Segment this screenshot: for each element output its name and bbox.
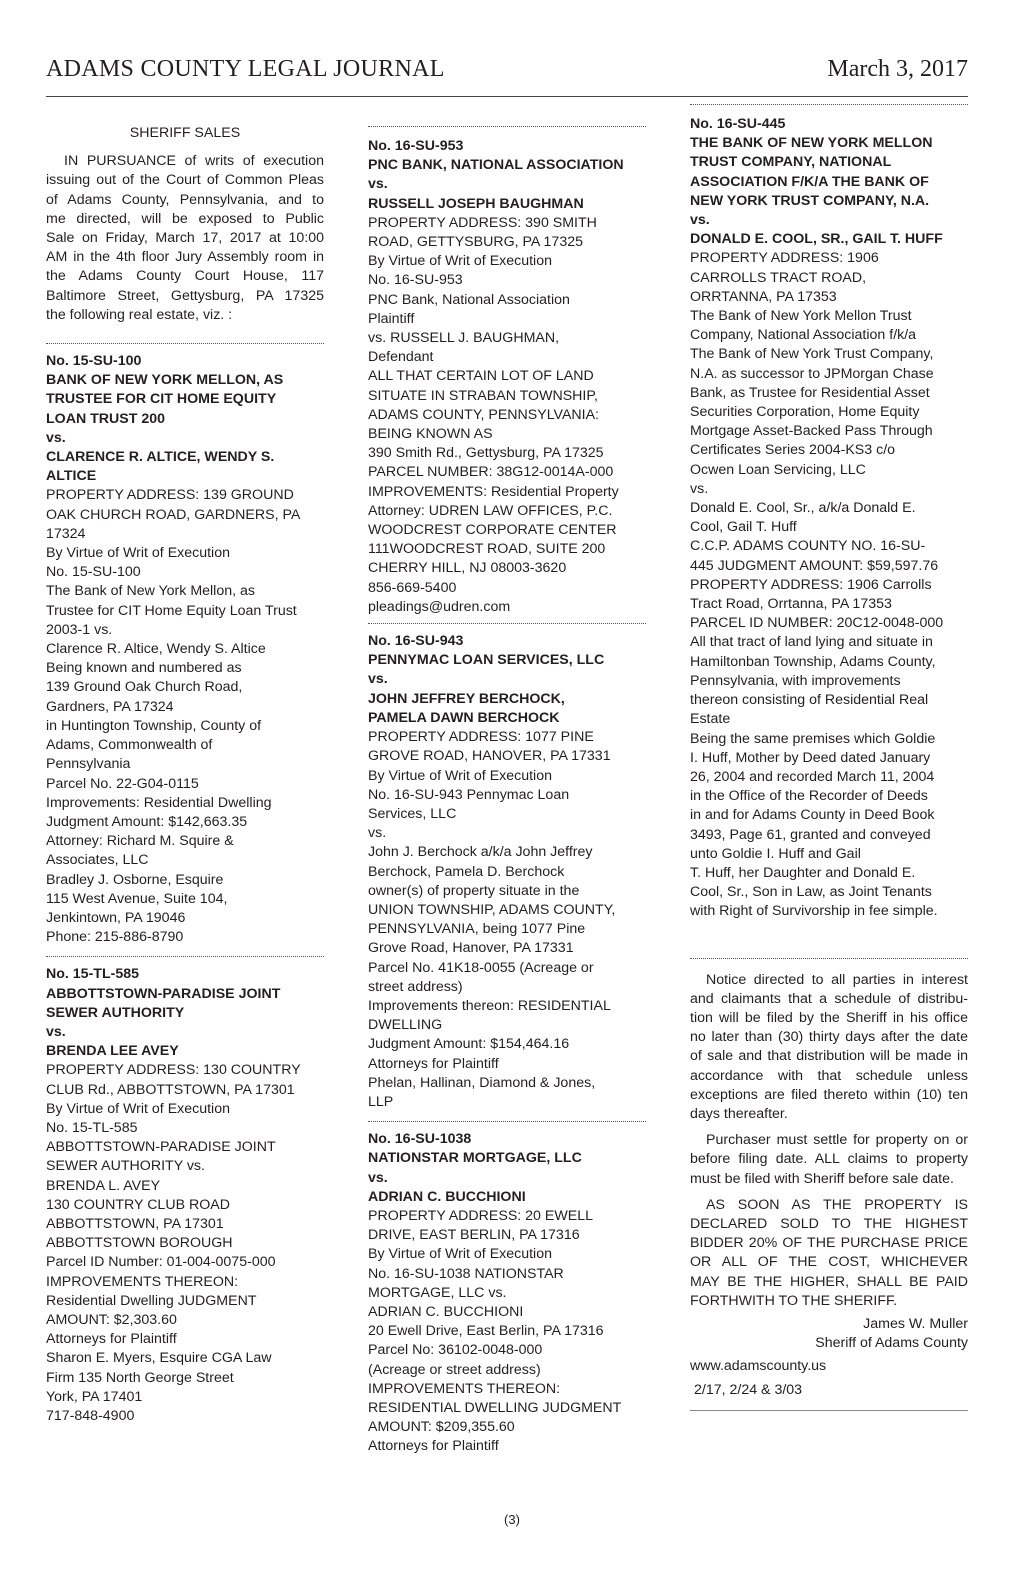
text-line: TRUST COMPANY, NATIONAL: [690, 154, 892, 171]
text-line: ADAMS COUNTY, PENNSYLVANIA:: [368, 406, 599, 423]
text-line: in the Office of the Recorder of Deeds: [690, 788, 928, 805]
text-line: 17324: [46, 525, 86, 542]
text-line: Attorney: Richard M. Squire &: [46, 833, 234, 850]
text-line: Judgment Amount: $154,464.16: [368, 1036, 570, 1053]
signer-name: James W. Muller: [863, 1315, 968, 1332]
text-line: street address): [368, 978, 463, 995]
text-line: 2003-1 vs.: [46, 621, 113, 638]
text-line: Judgment Amount: $142,663.35: [46, 813, 248, 830]
text-line: BRENDA L. AVEY: [46, 1177, 161, 1194]
text-line: vs.: [368, 1169, 388, 1186]
text-line: vs.: [690, 480, 709, 497]
text-line: Attorneys for Plaintiff: [46, 1331, 177, 1348]
payment-notice: [690, 1196, 968, 1311]
text-line: The Bank of New York Mellon Trust: [690, 308, 912, 325]
text-line: ALL THAT CERTAIN LOT OF LAND: [368, 368, 594, 385]
text-line: PROPERTY ADDRESS: 1906 Carrolls: [690, 576, 932, 593]
text-line: Securities Corporation, Home Equity: [690, 404, 920, 421]
text-line: JOHN JEFFREY BERCHOCK,: [368, 690, 565, 707]
text-line: Ocwen Loan Servicing, LLC: [690, 461, 866, 478]
text-line: The Bank of New York Trust Company,: [690, 346, 934, 363]
text-line: CHERRY HILL, NJ 08003-3620: [368, 560, 567, 577]
text-line: Estate: [690, 711, 731, 728]
text-line: 26, 2004 and recorded March 11, 2004: [690, 768, 935, 785]
text-line: Donald E. Cool, Sr., a/k/a Donald E.: [690, 500, 916, 517]
text-line: in Huntington Township, County of: [46, 717, 262, 734]
text-line: No. 16-SU-943 Pennymac Loan: [368, 786, 570, 803]
text-line: GROVE ROAD, HANOVER, PA 17331: [368, 748, 611, 765]
text-line: PENNSYLVANIA, being 1077 Pine: [368, 921, 586, 938]
text-line: No. 15-TL-585: [46, 1119, 138, 1136]
text-line: Trustee for CIT Home Equity Loan Trust: [46, 602, 297, 619]
text-line: Grove Road, Hanover, PA 17331: [368, 940, 574, 957]
text-line: LLP: [368, 1093, 394, 1110]
text-line: PAMELA DAWN BERCHOCK: [368, 709, 560, 726]
text-line: MORTGAGE, LLC vs.: [368, 1284, 507, 1301]
text-line: with Right of Survivorship in fee simple.: [690, 903, 938, 920]
text-line: SITUATE IN STRABAN TOWNSHIP,: [368, 387, 598, 404]
text-line: PROPERTY ADDRESS: 20 EWELL: [368, 1207, 593, 1224]
text-line: No. 16-SU-953: [368, 272, 463, 289]
issue-date: March 3, 2017: [827, 56, 968, 82]
text-line: No. 16-SU-445: [690, 116, 786, 132]
text-line: must be filed with Sheriff before sale date.: [690, 1170, 954, 1187]
text-line: By Virtue of Writ of Execution: [46, 1100, 230, 1117]
text-line: Pennsylvania, with improvements: [690, 672, 901, 689]
text-line: 717-848-4900: [46, 1408, 135, 1424]
text-line: Attorney: UDREN LAW OFFICES, P.C.: [368, 502, 613, 519]
separator: [690, 958, 968, 959]
text-line: 445 JUDGMENT AMOUNT: $59,597.76: [690, 557, 939, 574]
text-line: 20 Ewell Drive, East Berlin, PA 17316: [368, 1323, 604, 1340]
text-line: No. 16-SU-953: [368, 138, 464, 154]
case-heading: [46, 352, 324, 486]
text-line: IN PURSUANCE of writs of execution: [64, 153, 324, 170]
journal-title: ADAMS COUNTY LEGAL JOURNAL: [46, 56, 445, 82]
text-line: N.A. as successor to JPMorgan Chase: [690, 365, 934, 382]
text-line: Purchaser must settle for property on or: [706, 1132, 968, 1149]
text-line: No. 15-SU-100: [46, 564, 141, 581]
text-line: NATIONSTAR MORTGAGE, LLC: [368, 1150, 582, 1167]
case-heading: [368, 632, 646, 728]
text-line: owner(s) of property situate in the: [368, 882, 580, 899]
text-line: CLUB Rd., ABBOTTSTOWN, PA 17301: [46, 1081, 295, 1098]
separator: [46, 956, 324, 957]
text-line: of Adams County, Pennsylvania, and to: [46, 191, 324, 208]
text-line: Gardners, PA 17324: [46, 698, 174, 715]
text-line: TRUSTEE FOR CIT HOME EQUITY: [46, 391, 277, 408]
text-line: RESIDENTIAL DWELLING JUDGMENT: [368, 1400, 622, 1416]
text-line: Sharon E. Myers, Esquire CGA Law: [46, 1350, 272, 1367]
text-line: DRIVE, EAST BERLIN, PA 17316: [368, 1227, 580, 1244]
text-line: Plaintiff: [368, 310, 415, 327]
case-details: [46, 1061, 324, 1426]
text-line: Pennsylvania: [46, 756, 131, 773]
text-line: Hamiltonban Township, Adams County,: [690, 653, 936, 670]
text-line: Services, LLC: [368, 805, 457, 822]
text-line: Cool, Sr., Son in Law, as Joint Tenants: [690, 884, 932, 901]
text-line: Attorneys for Plaintiff: [368, 1438, 499, 1455]
text-line: PNC BANK, NATIONAL ASSOCIATION: [368, 157, 624, 174]
text-line: By Virtue of Writ of Execution: [368, 767, 552, 784]
text-line: IMPROVEMENTS: Residential Property: [368, 483, 619, 500]
text-line: No. 16-SU-1038 NATIONSTAR: [368, 1265, 564, 1282]
text-line: DECLARED SOLD TO THE HIGHEST: [690, 1215, 968, 1232]
text-line: PENNYMAC LOAN SERVICES, LLC: [368, 652, 605, 669]
text-line: AMOUNT: $2,303.60: [46, 1311, 177, 1328]
text-line: vs.: [368, 176, 388, 193]
column-end-rule: [690, 1410, 968, 1411]
text-line: Bank, as Trustee for Residential Asset: [690, 384, 930, 401]
text-line: ORRTANNA, PA 17353: [690, 288, 837, 305]
text-line: Baltimore Street, Gettysburg, PA 17325: [46, 287, 324, 304]
text-line: No. 16-SU-943: [368, 633, 464, 650]
text-line: I. Huff, Mother by Deed dated January: [690, 749, 931, 766]
text-line: ASSOCIATION F/K/A THE BANK OF: [690, 173, 929, 190]
case-details: [690, 249, 968, 921]
text-line: OAK CHURCH ROAD, GARDNERS, PA: [46, 506, 301, 523]
text-line: Improvements: Residential Dwelling: [46, 794, 272, 811]
purchaser-notice: [690, 1131, 968, 1189]
text-line: 856-669-5400: [368, 579, 457, 596]
text-line: vs.: [368, 825, 387, 842]
text-line: vs. RUSSELL J. BAUGHMAN,: [368, 330, 560, 347]
text-line: All that tract of land lying and situate in: [690, 634, 933, 651]
text-line: 3493, Page 61, granted and conveyed: [690, 826, 931, 843]
text-line: thereon consisting of Residential Real: [690, 692, 929, 709]
text-line: NEW YORK TRUST COMPANY, N.A.: [690, 192, 930, 209]
text-line: ALTICE: [46, 468, 97, 485]
text-line: DONALD E. COOL, SR., GAIL T. HUFF: [690, 231, 943, 248]
text-line: By Virtue of Writ of Execution: [368, 253, 552, 270]
text-line: DWELLING: [368, 1017, 443, 1034]
text-line: 115 West Avenue, Suite 104,: [46, 890, 228, 907]
website-link[interactable]: www.adamscounty.us: [690, 1358, 827, 1375]
text-line: 111WOODCREST ROAD, SUITE 200: [368, 541, 606, 558]
text-line: of sale and that distribution will be made in: [690, 1048, 968, 1065]
column-1: [46, 124, 324, 1426]
text-line: the Adams County Court House, 117: [46, 268, 324, 285]
text-line: Parcel ID Number: 01-004-0075-000: [46, 1254, 276, 1271]
case-details: [368, 728, 646, 1112]
text-line: Sale on Friday, March 17, 2017 at 10:00: [46, 230, 324, 247]
section-heading: SHERIFF SALES: [129, 125, 241, 141]
text-line: PROPERTY ADDRESS: 139 GROUND: [46, 487, 294, 504]
separator: [368, 623, 646, 624]
text-line: Phone: 215-886-8790: [46, 929, 184, 946]
text-line: PARCEL ID NUMBER: 20C12-0048-000: [690, 615, 944, 632]
text-line: No. 15-SU-100: [46, 353, 142, 370]
separator: [690, 104, 968, 105]
text-line: ABBOTTSTOWN BOROUGH: [46, 1235, 233, 1252]
case-details: [46, 486, 324, 947]
text-line: PROPERTY ADDRESS: 390 SMITH: [368, 214, 597, 231]
text-line: BRENDA LEE AVEY: [46, 1043, 179, 1060]
text-line: Parcel No. 22-G04-0115: [46, 775, 199, 792]
text-line: Parcel No. 41K18-0055 (Acreage or: [368, 959, 594, 976]
case-heading: [46, 965, 324, 1061]
text-line: York, PA 17401: [46, 1388, 143, 1405]
separator: [46, 343, 324, 344]
text-line: Improvements thereon: RESIDENTIAL: [368, 997, 611, 1014]
text-line: SEWER AUTHORITY vs.: [46, 1158, 205, 1175]
signer-title: Sheriff of Adams County: [815, 1335, 968, 1352]
text-line: ADRIAN C. BUCCHIONI: [368, 1303, 524, 1320]
text-line: Jenkintown, PA 19046: [46, 909, 186, 926]
text-line: CARROLLS TRACT ROAD,: [690, 269, 867, 286]
text-line: Defendant: [368, 349, 434, 366]
text-line: CLARENCE R. ALTICE, WENDY S.: [46, 449, 275, 466]
text-line: By Virtue of Writ of Execution: [368, 1246, 552, 1263]
text-line: 139 Ground Oak Church Road,: [46, 679, 243, 696]
text-line: THE BANK OF NEW YORK MELLON: [690, 135, 933, 152]
text-line: me directed, will be exposed to Public: [46, 210, 324, 227]
text-line: the following real estate, viz. :: [46, 306, 233, 323]
text-line: UNION TOWNSHIP, ADAMS COUNTY,: [368, 901, 616, 918]
text-line: Notice directed to all parties in interest: [706, 971, 968, 988]
text-line: Being the same premises which Goldie: [690, 730, 936, 747]
text-line: before filing date. ALL claims to property: [690, 1151, 968, 1168]
column-2: [368, 126, 646, 1457]
text-line: No. 15-TL-585: [46, 966, 140, 983]
case-details: [368, 1207, 646, 1457]
intro-paragraph: [46, 152, 324, 325]
text-line: FORTHWITH TO THE SHERIFF.: [690, 1292, 898, 1309]
text-line: PROPERTY ADDRESS: 130 COUNTRY: [46, 1062, 301, 1079]
text-line: tion will be filed by the Sheriff in his office: [690, 1009, 968, 1026]
text-line: T. Huff, her Daughter and Donald E.: [690, 864, 916, 881]
run-dates: 2/17, 2/24 & 3/03: [694, 1381, 803, 1398]
text-line: 390 Smith Rd., Gettysburg, PA 17325: [368, 445, 604, 462]
text-line: ABBOTTSTOWN-PARADISE JOINT: [46, 1139, 276, 1156]
text-line: Clarence R. Altice, Wendy S. Altice: [46, 641, 266, 658]
text-line: vs.: [46, 1023, 66, 1040]
text-line: PNC Bank, National Association: [368, 291, 570, 308]
text-line: IMPROVEMENTS THEREON:: [46, 1273, 239, 1290]
text-line: Being known and numbered as: [46, 660, 242, 677]
text-line: OR ALL OF THE COST, WHICHEVER: [690, 1254, 968, 1271]
distribution-notice: [690, 971, 968, 1125]
text-line: By Virtue of Writ of Execution: [46, 545, 230, 562]
case-heading: [690, 115, 968, 249]
text-line: ADRIAN C. BUCCHIONI: [368, 1188, 526, 1205]
text-line: C.C.P. ADAMS COUNTY NO. 16-SU-: [690, 538, 926, 555]
text-line: Tract Road, Orrtanna, PA 17353: [690, 596, 892, 613]
text-line: BEING KNOWN AS: [368, 426, 493, 443]
text-line: WOODCREST CORPORATE CENTER: [368, 522, 617, 539]
text-line: AS SOON AS THE PROPERTY IS: [706, 1196, 968, 1213]
separator: [368, 1121, 646, 1122]
text-line: Attorneys for Plaintiff: [368, 1055, 499, 1072]
text-line: AM in the 4th floor Jury Assembly room in: [46, 249, 324, 266]
text-line: issuing out of the Court of Common Pleas: [46, 172, 324, 189]
text-line: pleadings@udren.com: [368, 598, 511, 615]
text-line: vs.: [690, 212, 710, 229]
page-header: [46, 56, 968, 97]
text-line: PARCEL NUMBER: 38G12-0014A-000: [368, 464, 614, 481]
text-line: Phelan, Hallinan, Diamond & Jones,: [368, 1074, 596, 1091]
page-number: (3): [504, 1512, 520, 1527]
text-line: No. 16-SU-1038: [368, 1131, 472, 1148]
text-line: ABBOTTSTOWN, PA 17301: [46, 1215, 224, 1232]
text-line: IMPROVEMENTS THEREON:: [368, 1380, 561, 1397]
text-line: ABBOTTSTOWN-PARADISE JOINT: [46, 985, 281, 1002]
text-line: Bradley J. Osborne, Esquire: [46, 871, 224, 888]
text-line: BIDDER 20% OF THE PURCHASE PRICE: [690, 1235, 968, 1252]
text-line: PROPERTY ADDRESS: 1077 PINE: [368, 729, 594, 746]
text-line: 130 COUNTRY CLUB ROAD: [46, 1196, 230, 1213]
text-line: no later than (30) thirty days after the date: [690, 1029, 968, 1046]
text-line: PROPERTY ADDRESS: 1906: [690, 250, 879, 267]
text-line: LOAN TRUST 200: [46, 410, 166, 427]
text-line: ROAD, GETTYSBURG, PA 17325: [368, 234, 583, 251]
case-heading: [368, 137, 646, 214]
text-line: The Bank of New York Mellon, as: [46, 583, 255, 600]
text-line: SEWER AUTHORITY: [46, 1004, 185, 1021]
text-line: and claimants that a schedule of distribu-: [690, 990, 968, 1007]
text-line: Associates, LLC: [46, 852, 149, 869]
text-line: Residential Dwelling JUDGMENT: [46, 1292, 257, 1309]
text-line: BANK OF NEW YORK MELLON, AS: [46, 372, 284, 389]
text-line: vs.: [368, 671, 388, 688]
text-line: unto Goldie I. Huff and Gail: [690, 845, 861, 862]
text-line: Parcel No: 36102-0048-000: [368, 1342, 543, 1359]
text-line: accordance with that schedule unless: [690, 1067, 968, 1084]
text-line: John J. Berchock a/k/a John Jeffrey: [368, 844, 593, 861]
case-heading: [368, 1130, 646, 1207]
text-line: Cool, Gail T. Huff: [690, 519, 797, 536]
text-line: exceptions are filed thereto within (10) ten: [690, 1086, 968, 1103]
text-line: (Acreage or street address): [368, 1361, 541, 1378]
case-details: [368, 214, 646, 617]
text-line: Adams, Commonwealth of: [46, 737, 213, 754]
text-line: MAY BE THE HIGHER, SHALL BE PAID: [690, 1273, 968, 1290]
text-line: Mortgage Asset-Backed Pass Through: [690, 423, 933, 440]
text-line: days thereafter.: [690, 1105, 788, 1122]
separator: [368, 126, 646, 127]
text-line: Certificates Series 2004-KS3 c/o: [690, 442, 896, 459]
text-line: Berchock, Pamela D. Berchock: [368, 863, 565, 880]
text-line: vs.: [46, 429, 66, 446]
text-line: in and for Adams County in Deed Book: [690, 807, 935, 824]
text-line: RUSSELL JOSEPH BAUGHMAN: [368, 195, 584, 212]
text-line: Company, National Association f/k/a: [690, 327, 917, 344]
text-line: Firm 135 North George Street: [46, 1369, 234, 1386]
column-3: [690, 104, 968, 1411]
text-line: AMOUNT: $209,355.60: [368, 1419, 515, 1436]
